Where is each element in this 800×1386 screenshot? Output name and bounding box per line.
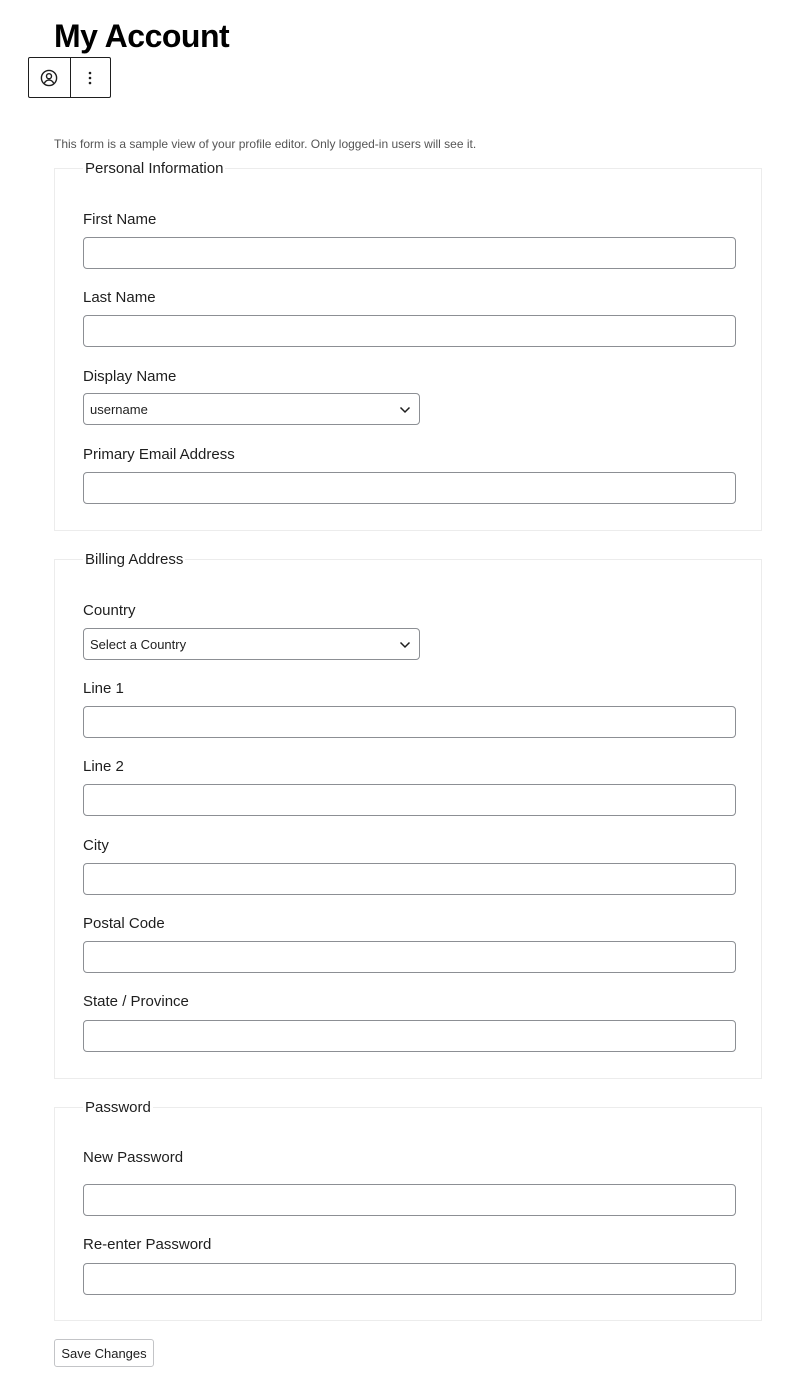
country-label: Country: [83, 602, 136, 619]
password-legend: Password: [85, 1099, 151, 1116]
first-name-input[interactable]: [83, 237, 736, 269]
state-province-input[interactable]: [83, 1020, 736, 1052]
billing-address-fieldset: [54, 551, 762, 1079]
last-name-input[interactable]: [83, 315, 736, 347]
new-password-label: New Password: [83, 1149, 184, 1166]
last-name-label: Last Name: [83, 289, 156, 306]
reenter-password-input[interactable]: [83, 1263, 736, 1295]
user-account-button[interactable]: [29, 58, 70, 97]
city-input[interactable]: [83, 863, 736, 895]
new-password-input[interactable]: [83, 1184, 736, 1216]
password-fieldset: [54, 1099, 762, 1321]
user-circle-icon: [40, 69, 58, 87]
vertical-ellipsis-icon: [87, 70, 93, 86]
personal-information-legend: Personal Information: [85, 160, 224, 177]
line-1-input[interactable]: [83, 706, 736, 738]
first-name-label: First Name: [83, 211, 157, 228]
line-2-label: Line 2: [83, 758, 124, 775]
state-province-label: State / Province: [83, 993, 189, 1010]
page-title: My Account: [54, 18, 230, 54]
chevron-down-icon: [399, 637, 411, 652]
billing-address-legend: Billing Address: [85, 551, 184, 568]
form-intro-text: This form is a sample view of your profile editor. Only logged-in users will see it.: [54, 137, 477, 151]
options-button[interactable]: [70, 58, 111, 97]
postal-code-input[interactable]: [83, 941, 736, 973]
display-name-selected-value: username: [90, 401, 148, 417]
display-name-select[interactable]: [83, 393, 420, 425]
block-toolbar: [28, 57, 111, 98]
postal-code-label: Postal Code: [83, 915, 165, 932]
line-2-input[interactable]: [83, 784, 736, 816]
country-selected-value: Select a Country: [90, 636, 187, 652]
chevron-down-icon: [399, 402, 411, 417]
personal-information-fieldset: [54, 160, 762, 531]
primary-email-input[interactable]: [83, 472, 736, 504]
line-1-label: Line 1: [83, 680, 124, 697]
city-label: City: [83, 837, 109, 854]
save-changes-button[interactable]: Save Changes: [54, 1339, 154, 1367]
display-name-label: Display Name: [83, 368, 177, 385]
primary-email-label: Primary Email Address: [83, 446, 235, 463]
reenter-password-label: Re-enter Password: [83, 1236, 212, 1253]
country-select[interactable]: [83, 628, 420, 660]
